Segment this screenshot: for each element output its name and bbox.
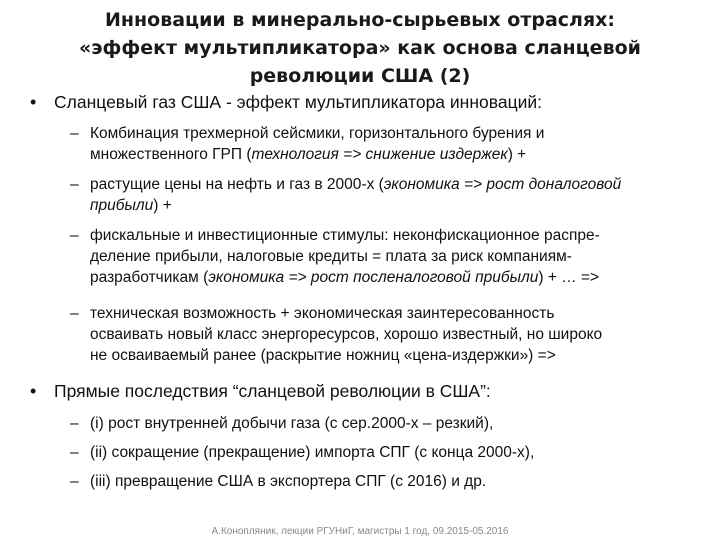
sub-item-line: техническая возможность + экономическая заинтересованность xyxy=(90,305,555,322)
title-line-2: «эффект мультипликатора» как основа сланцевой xyxy=(79,37,641,59)
italic-span: экономика => рост посленалоговой прибыли xyxy=(208,269,539,286)
slide-title xyxy=(20,6,700,90)
sub-item-line: деление прибыли, налоговые кредиты = плата за риск компаниям- xyxy=(90,248,572,265)
sub-item-line: не осваиваемый ранее (раскрытие ножниц «цена-издержки») => xyxy=(90,347,556,364)
bullet-consequences xyxy=(30,380,491,402)
sub-item-imports xyxy=(70,442,720,463)
slide-footer: А.Конопляник, лекции РГУНиГ, магистры 1 год, 09.2015-05.2016 xyxy=(211,526,509,537)
sub-item-fiscal xyxy=(70,225,720,288)
sub-item-line: фискальные и инвестиционные стимулы: неконфискационное распре- xyxy=(90,227,600,244)
sub-item-prices xyxy=(70,174,720,216)
sub-item-exports xyxy=(70,471,720,492)
text-span: ) + xyxy=(507,146,527,163)
title-line-3: революции США (2) xyxy=(249,65,471,87)
sub-item-line: осваивать новый класс энергоресурсов, хорошо известный, но широко xyxy=(90,326,603,343)
sub-item-production xyxy=(70,413,720,434)
sub-item-line: (iii) превращение США в экспортера СПГ (с 2016) и др. xyxy=(90,473,487,490)
bullet-marker: • xyxy=(30,381,37,401)
text-span: множественного ГРП ( xyxy=(90,146,252,163)
dash-marker: – xyxy=(70,305,79,322)
dash-marker: – xyxy=(70,176,79,193)
dash-marker: – xyxy=(70,227,79,244)
text-span: растущие цены на нефть и газ в 2000-х ( xyxy=(90,176,384,193)
dash-marker: – xyxy=(70,473,79,490)
sub-item-line xyxy=(90,195,720,216)
sub-item-line xyxy=(90,174,720,195)
dash-marker: – xyxy=(70,125,79,142)
dash-marker: – xyxy=(70,415,79,432)
text-span: ) + … => xyxy=(538,269,600,286)
sub-item-line: (ii) сокращение (прекращение) импорта СПГ (с конца 2000-х), xyxy=(90,444,535,461)
text-span: разработчикам ( xyxy=(90,269,209,286)
bullet-text: Прямые последствия “сланцевой революции в США”: xyxy=(54,381,491,401)
dash-marker: – xyxy=(70,444,79,461)
italic-span: технология => снижение издержек xyxy=(251,146,508,163)
sub-item-technical xyxy=(70,303,720,366)
sub-item-line xyxy=(90,144,720,165)
sub-item-line: (i) рост внутренней добычи газа (с сер.2000-х – резкий), xyxy=(90,415,494,432)
title-line-1: Инновации в минерально-сырьевых отраслях: xyxy=(104,9,616,31)
bullet-marker: • xyxy=(30,92,37,112)
bullet-shale-gas xyxy=(30,91,542,113)
italic-span: прибыли xyxy=(90,197,154,214)
italic-span: экономика => рост доналоговой xyxy=(383,176,622,193)
sub-item-technology xyxy=(70,123,720,165)
sub-item-line xyxy=(90,267,720,288)
text-span: ) + xyxy=(153,197,172,214)
bullet-text: Сланцевый газ США - эффект мультипликатора инноваций: xyxy=(54,92,543,112)
sub-item-line: Комбинация трехмерной сейсмики, горизонтального бурения и xyxy=(90,125,545,142)
